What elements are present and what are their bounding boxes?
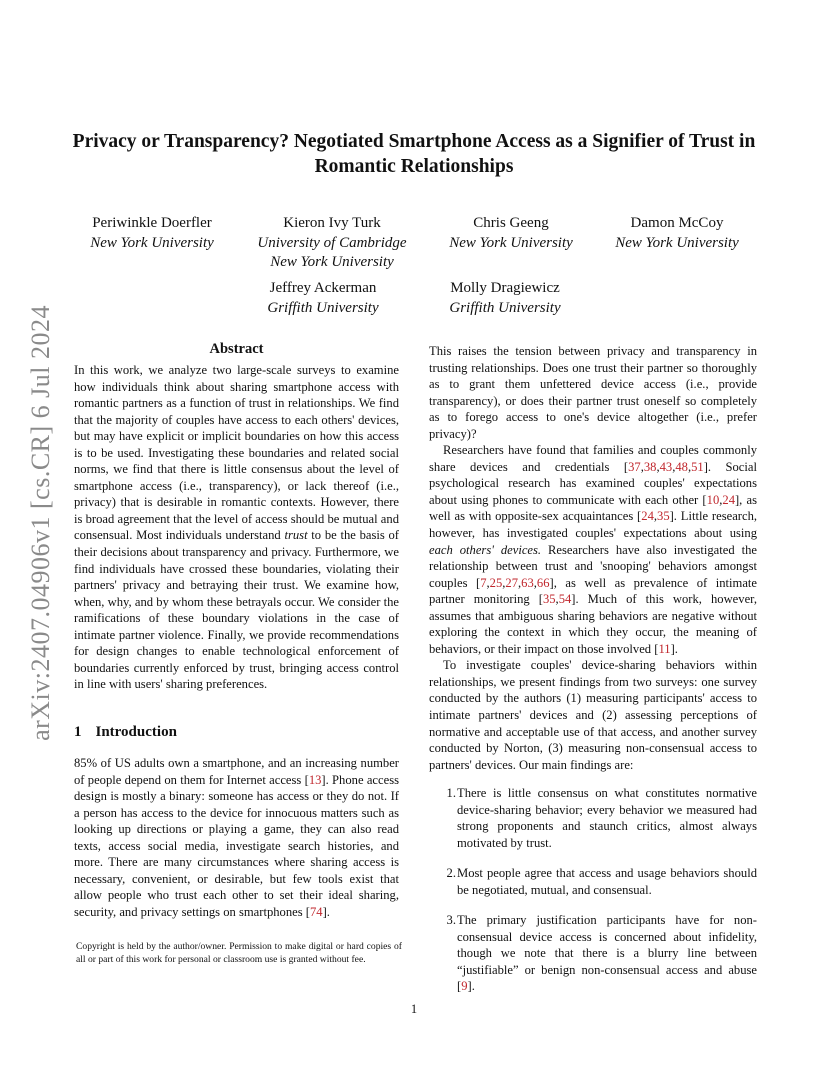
abstract-emphasis: trust bbox=[284, 528, 308, 543]
abstract-heading: Abstract bbox=[209, 341, 264, 357]
list-item-text: The primary justification participants have for non-consensual device access is concerned about infidelity, though we note that there is a blurry line between “justifiable” or benign non-consensual access and abuse [9]. bbox=[457, 913, 757, 994]
author-name: Jeffrey Ackerman bbox=[269, 280, 377, 296]
citation-link[interactable]: 9 bbox=[461, 979, 468, 994]
list-item-number: 1. bbox=[446, 786, 456, 800]
citation-link[interactable]: 38 bbox=[643, 459, 657, 474]
author-block bbox=[432, 214, 590, 253]
citation-link[interactable]: 63 bbox=[521, 575, 534, 590]
citation-link[interactable]: 54 bbox=[558, 592, 572, 607]
citation-link[interactable]: 25 bbox=[489, 575, 503, 590]
list-item-text: There is little consensus on what constitutes normative device-sharing behavior; every behavior we measured had strong proponents and staunch critics, almost always motivated by trust. bbox=[457, 786, 757, 850]
author-name: Damon McCoy bbox=[630, 215, 724, 231]
citation-link[interactable]: 24 bbox=[722, 492, 735, 507]
list-item-number: 2. bbox=[446, 866, 456, 880]
page-number: 1 bbox=[410, 1002, 418, 1016]
citation-link[interactable]: 66 bbox=[536, 575, 550, 590]
copyright-notice: Copyright is held by the author/owner. Permission to make digital or hard copies of all or part of this work for personal or classroom use is granted without fee. bbox=[76, 941, 402, 965]
author-block bbox=[598, 214, 756, 253]
author-affiliation: Griffith University bbox=[449, 299, 561, 316]
abstract-body bbox=[74, 362, 399, 693]
author-block bbox=[248, 279, 398, 318]
author-name: Kieron Ivy Turk bbox=[283, 215, 381, 231]
author-block bbox=[240, 214, 424, 273]
citation-link[interactable]: 35 bbox=[657, 509, 670, 524]
list-item bbox=[440, 912, 757, 995]
list-item-number: 3. bbox=[446, 913, 456, 927]
citation-link[interactable]: 48 bbox=[675, 459, 688, 474]
section-heading-introduction bbox=[74, 724, 177, 741]
paper-title: Privacy or Transparency? Negotiated Smartphone Access as a Signifier of Trust in Romantic Relationships bbox=[72, 131, 756, 177]
author-block bbox=[430, 279, 580, 318]
citation-link[interactable]: 7 bbox=[480, 575, 487, 590]
author-name: Molly Dragiewicz bbox=[450, 280, 560, 296]
list-item-text: Most people agree that access and usage behaviors should be negotiated, mutual, and consensual. bbox=[457, 866, 757, 897]
author-affiliation: Griffith University bbox=[267, 299, 379, 316]
author-affiliation: New York University bbox=[615, 234, 739, 251]
section-title: Introduction bbox=[95, 724, 177, 740]
author-affiliation: New York University bbox=[449, 234, 573, 251]
citation-link[interactable]: 27 bbox=[505, 575, 518, 590]
list-item bbox=[440, 785, 757, 851]
section-number: 1 bbox=[74, 724, 82, 740]
citation-link[interactable]: 24 bbox=[641, 509, 654, 524]
citation-link[interactable]: 35 bbox=[542, 592, 556, 607]
citation-link[interactable]: 37 bbox=[628, 459, 641, 474]
citation-link[interactable]: 51 bbox=[691, 459, 704, 474]
body-paragraph: Researchers have found that families and couples commonly share devices and credentials [37,38,43,48,51]. Social psychological research has examined couples' expectations about using phones to communicate with each other [10,24], as well as with opposite-sex acquaintances [24,35]. Little research, however, has investigated couples' expectations about using each others' devices. Researchers have also investigated the relationship between trust and 'snooping' behaviors amongst couples [7,25,27,63,66], as well as prevalence of intimate partner monitoring [35,54]. Much of this work, however, assumes that ambiguous sharing behaviors are negative without exploring the context in which they occur, the meaning of behaviors, or their impact on those involved [11]. bbox=[429, 443, 758, 656]
right-column-body bbox=[429, 343, 757, 773]
introduction-body bbox=[74, 755, 399, 920]
citation-link[interactable]: 11 bbox=[658, 641, 671, 656]
list-item bbox=[440, 865, 757, 898]
author-affiliation: New York University bbox=[90, 234, 214, 251]
author-name: Periwinkle Doerfler bbox=[92, 215, 212, 231]
author-name: Chris Geeng bbox=[473, 215, 549, 231]
arxiv-identifier: arXiv:2407.04906v1 [cs.CR] 6 Jul 2024 bbox=[26, 305, 55, 741]
author-block bbox=[70, 214, 234, 253]
body-paragraph: To investigate couples' device-sharing behaviors within relationships, we present findings from two surveys: one survey conducted by the authors (1) measuring participants' access to intimate partners' devices and (2) assessing perceptions of normative and acceptable use of that access, and another survey conducted by Norton, (3) measuring non-consensual access to partners' devices. Our main findings are: bbox=[429, 658, 757, 772]
abstract-paragraph: In this work, we analyze two large-scale surveys to examine how individuals think about sharing smartphone access with romantic partners as a function of trust in relationships. We find that the majority of couples have access to each others' devices, but may have explicit or implicit boundaries on how this access is to be used. Investigating these boundaries and related social norms, we find that there is little consensus about the level of smartphone access (i.e., transparency), or lack thereof (i.e., privacy) that is desirable in romantic contexts. However, there is broad agreement that the level of access should be mutual and consensual. Most individuals understand trust to be the basis of their decisions about transparency and privacy. Furthermore, we find individuals have crossed these boundaries, violating their partners' privacy and betraying their trust. We examine how, when, why, and by whom these betrayals occur. We consider the ramifications of these boundary violations in the case of intimate partner violence. Finally, we provide recommendations for design changes to enable technological enforcement of boundaries currently enforced by trust, bringing access control in line with users' sharing preferences. bbox=[74, 363, 399, 692]
introduction-paragraph: 85% of US adults own a smartphone, and an increasing number of people depend on them for Internet access [13]. Phone access design is mostly a binary: someone has access or they do not. If a person has access to the device for innocuous matters such as looking up directions or playing a game, they can also read texts, access social media, investigate search histories, and more. There are many circumstances where sharing access is necessary, convenient, or desirable, but few tools exist that allow people who trust each other to set their ideal sharing, security, and privacy settings on smartphones [74]. bbox=[74, 756, 399, 919]
citation-link[interactable]: 10 bbox=[706, 492, 720, 507]
body-emphasis: each others' devices. bbox=[429, 542, 542, 557]
citation-link[interactable]: 74 bbox=[309, 904, 323, 919]
citation-link[interactable]: 13 bbox=[308, 772, 322, 787]
author-affiliation: University of Cambridge bbox=[257, 234, 407, 251]
citation-link[interactable]: 43 bbox=[659, 459, 673, 474]
author-affiliation: New York University bbox=[270, 254, 394, 270]
body-paragraph: This raises the tension between privacy and transparency in trusting relationships. Does one trust their partner so thoroughly as to grant them unfettered device access (i.e., provide transparency), or does their partner trust oneself so completely as to forego access to one's device altogether (i.e., prefer privacy)? bbox=[429, 344, 757, 441]
